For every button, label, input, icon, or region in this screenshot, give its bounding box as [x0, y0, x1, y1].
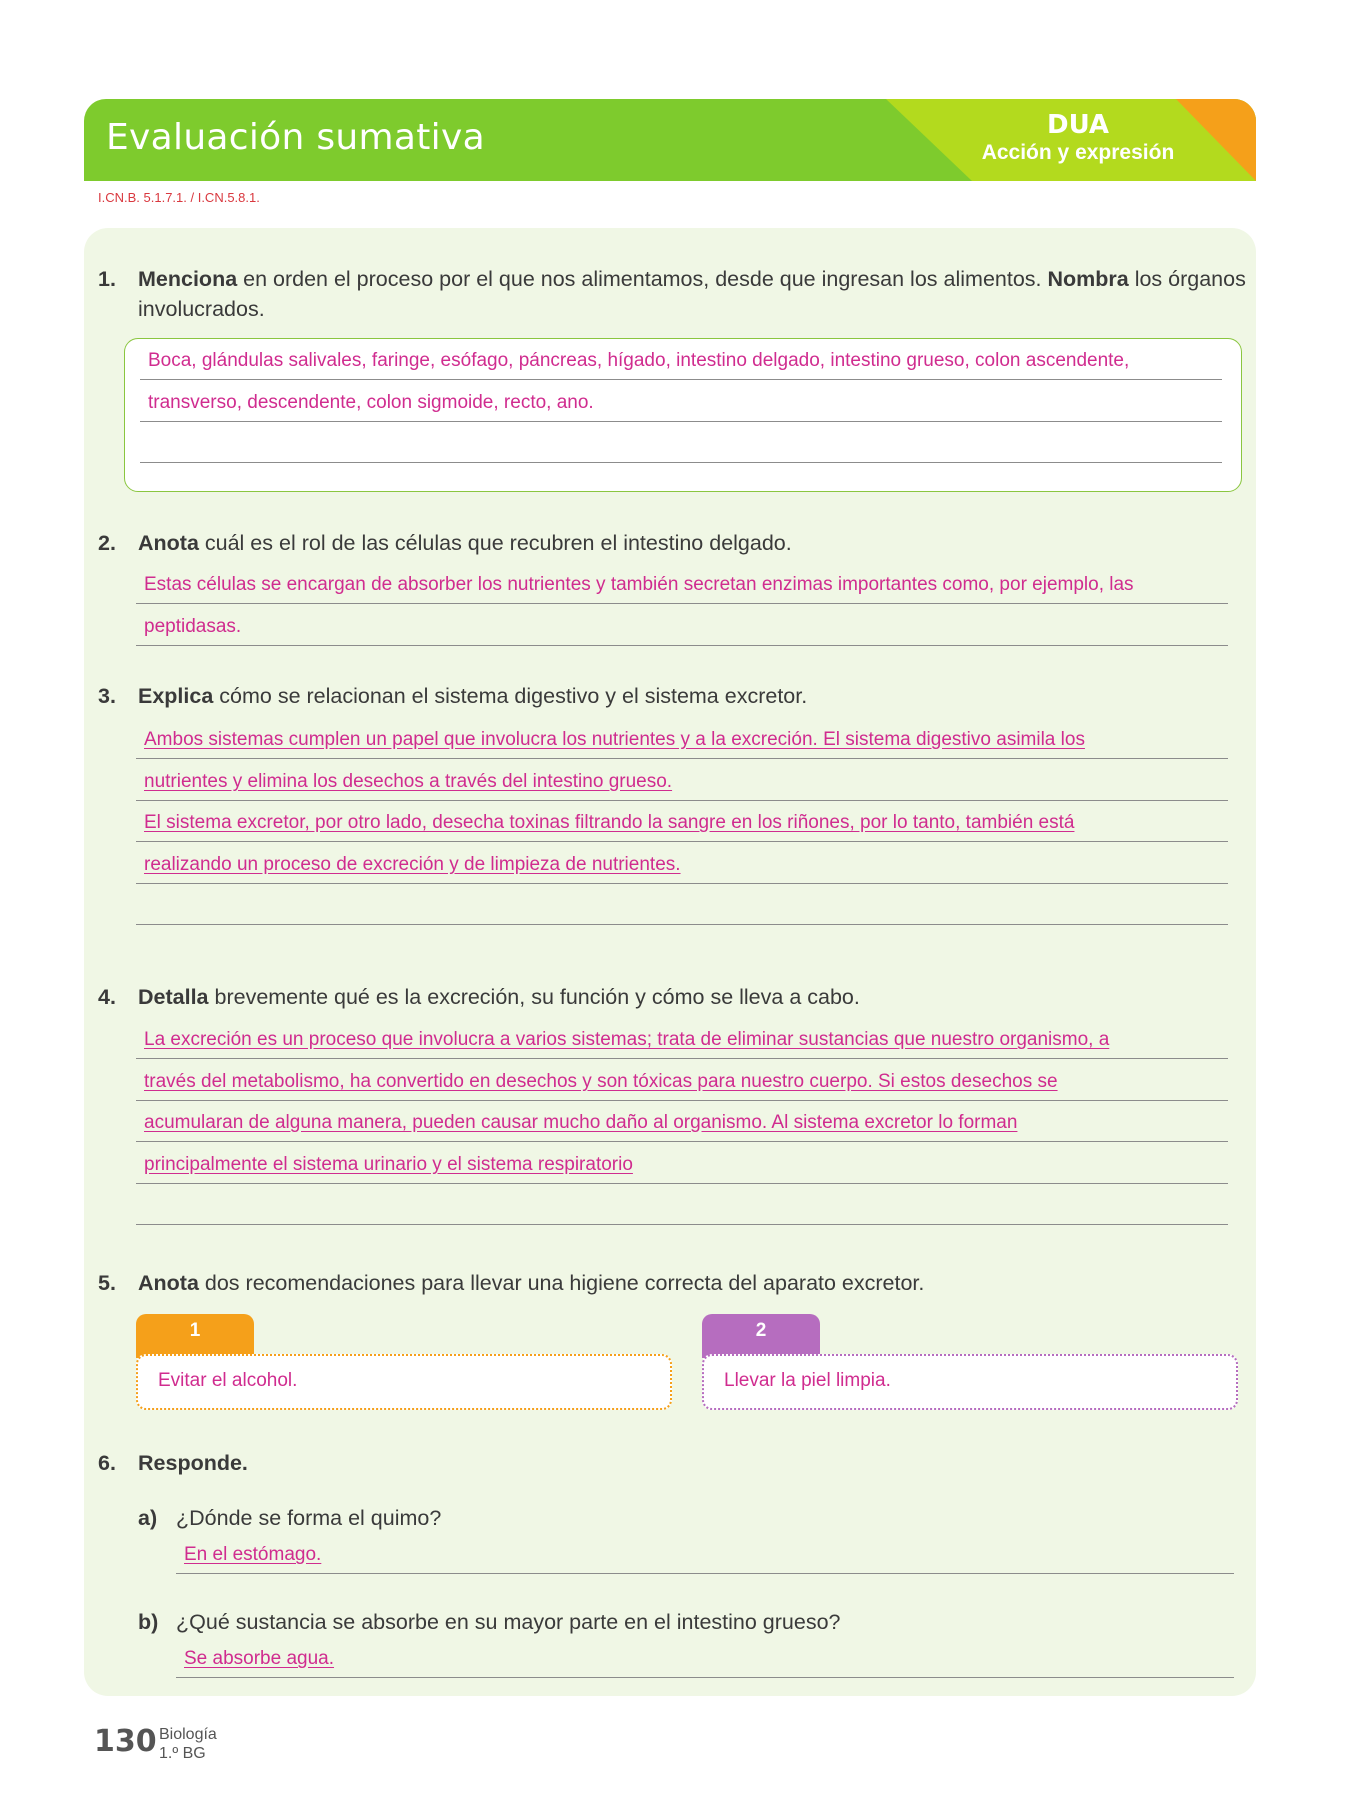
question-verb: Nombra: [1047, 267, 1129, 291]
footer-subject: Biología: [159, 1726, 217, 1743]
page-title: Evaluación sumativa: [106, 117, 485, 158]
question-number: 3.: [98, 684, 116, 708]
answer-text: La excreción es un proceso que involucra a varios sistemas; trata de eliminar sustancias que nuestro organismo, a: [144, 1029, 1110, 1050]
recommendation-tab-1: 1: [136, 1314, 254, 1358]
footer-grade: 1.º BG: [159, 1745, 206, 1762]
answer-text: Se absorbe agua.: [184, 1648, 335, 1669]
question-text-part: cómo se relacionan el sistema digestivo y el sistema excretor.: [213, 684, 808, 708]
answer-line[interactable]: [140, 429, 1222, 463]
question-text: [138, 528, 1248, 558]
dua-badge: [978, 111, 1178, 167]
answer-line[interactable]: [136, 850, 1228, 884]
question-number: 4.: [98, 985, 116, 1009]
question-text: [138, 264, 1248, 324]
question-text-part: brevemente qué es la excreción, su función y cómo se lleva a cabo.: [208, 985, 860, 1009]
dua-badge-title: DUA: [1046, 110, 1110, 140]
question-text: [138, 1268, 1248, 1298]
answer-line[interactable]: [136, 1108, 1228, 1142]
answer-line[interactable]: [136, 1191, 1228, 1225]
subquestion-b-label: b): [138, 1610, 159, 1634]
question-text-part: los órganos involucrados.: [138, 267, 1246, 321]
answer-text: realizando un proceso de excreción y de limpieza de nutrientes.: [144, 854, 681, 875]
question-text-part: en orden el proceso por el que nos alimentamos, desde que ingresan los alimentos.: [237, 267, 1048, 291]
question-verb: Anota: [138, 1271, 199, 1295]
answer-line[interactable]: [136, 1067, 1228, 1101]
question-number: 5.: [98, 1271, 116, 1295]
answer-line[interactable]: Estas células se encargan de absorber los nutrientes y también secretan enzimas importantes como, por ejemplo, las: [136, 570, 1228, 604]
dua-badge-subtitle: Acción y expresión: [981, 141, 1175, 164]
answer-text: través del metabolismo, ha convertido en desechos y son tóxicas para nuestro cuerpo. Si estos desechos se: [144, 1071, 1058, 1092]
answer-line[interactable]: [136, 1150, 1228, 1184]
answer-line[interactable]: Boca, glándulas salivales, faringe, esófago, páncreas, hígado, intestino delgado, intestino grueso, colon ascendente,: [140, 346, 1222, 380]
recommendation-tab-2: 2: [702, 1314, 820, 1358]
answer-line[interactable]: [136, 808, 1228, 842]
curriculum-indicator: I.CN.B. 5.1.7.1. / I.CN.5.8.1.: [98, 190, 260, 205]
answer-line[interactable]: [136, 891, 1228, 925]
question-verb: Responde.: [138, 1451, 248, 1475]
answer-text: En el estómago.: [184, 1544, 322, 1565]
recommendation-card-1[interactable]: Evitar el alcohol.: [136, 1354, 672, 1410]
answer-line[interactable]: [136, 1025, 1228, 1059]
answer-text: nutrientes y elimina los desechos a través del intestino grueso.: [144, 771, 673, 792]
question-text-part: dos recomendaciones para llevar una higiene correcta del aparato excretor.: [198, 1271, 925, 1295]
question-number: 6.: [98, 1451, 116, 1475]
answer-line[interactable]: peptidasas.: [136, 612, 1228, 646]
answer-text: El sistema excretor, por otro lado, desecha toxinas filtrando la sangre en los riñones, por lo tanto, también está: [144, 812, 1075, 833]
answer-text: Ambos sistemas cumplen un papel que involucra los nutrientes y a la excreción. El sistema digestivo asimila los: [144, 729, 1085, 750]
question-verb: Menciona: [138, 267, 238, 291]
question-number: 2.: [98, 531, 116, 555]
question-text-part: cuál es el rol de las células que recubren el intestino delgado.: [198, 531, 792, 555]
subquestion-a-label: a): [138, 1506, 158, 1530]
recommendation-card-2[interactable]: Llevar la piel limpia.: [702, 1354, 1238, 1410]
header-banner: [84, 99, 1256, 181]
question-verb: Anota: [138, 531, 199, 555]
question-text: [138, 1448, 1248, 1478]
question-verb: Explica: [138, 684, 214, 708]
answer-text: acumularan de alguna manera, pueden causar mucho daño al organismo. Al sistema excretor lo forman: [144, 1112, 1018, 1133]
question-text: [138, 681, 1248, 711]
question-text: [138, 982, 1248, 1012]
answer-line[interactable]: [176, 1540, 1234, 1574]
answer-line[interactable]: transverso, descendente, colon sigmoide, recto, ano.: [140, 388, 1222, 422]
question-verb: Detalla: [138, 985, 209, 1009]
subquestion-a-text: ¿Dónde se forma el quimo?: [176, 1506, 442, 1530]
subquestion-b-text: ¿Qué sustancia se absorbe en su mayor parte en el intestino grueso?: [176, 1610, 841, 1634]
answer-line[interactable]: [136, 767, 1228, 801]
answer-text: principalmente el sistema urinario y el sistema respiratorio: [144, 1154, 633, 1175]
answer-line[interactable]: [176, 1644, 1234, 1678]
question-number: 1.: [98, 267, 116, 291]
answer-line[interactable]: [136, 725, 1228, 759]
page-number: 130: [94, 1724, 157, 1759]
